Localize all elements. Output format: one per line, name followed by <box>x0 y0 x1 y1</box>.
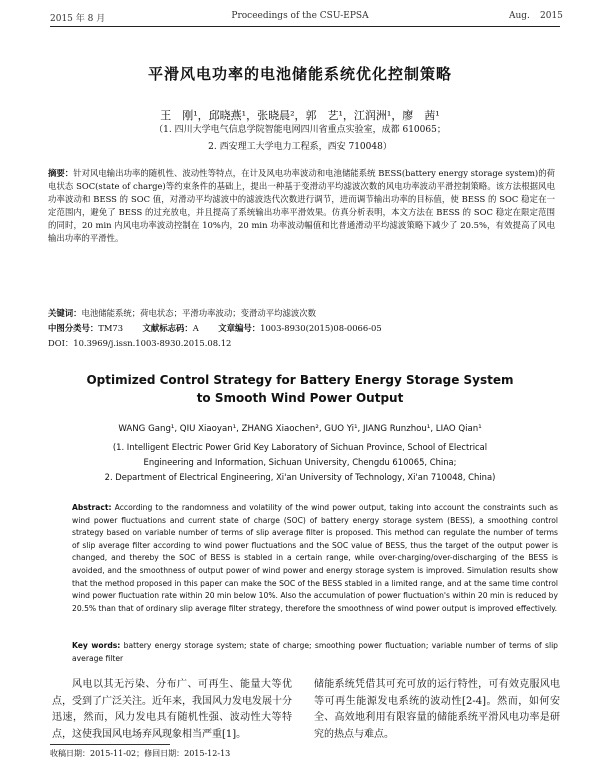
header-month: Aug. <box>509 11 530 21</box>
article-no-value: 1003-8930(2015)08-0066-05 <box>260 323 382 333</box>
doi: DOI：10.3969/j.issn.1003-8930.2015.08.12 <box>48 338 232 348</box>
abstract-cn <box>48 167 555 245</box>
abstract-cn-label: 摘要： <box>48 168 74 178</box>
affiliation-en-2: Engineering and Information, Sichuan University, Chengdu 610065, China; <box>143 457 457 467</box>
body-column-right: 储能系统凭借其可充可放的运行特性，可有效克服风电等可再生能源发电系统的波动性[2-4]。然而，如何安全、高效地利用有限容量的储能系统平滑风电功率是研究的热点与难点。 <box>314 679 560 740</box>
article-no-label: 文章编号： <box>218 323 261 333</box>
paper-title-en-1: Optimized Control Strategy for Battery Energy Storage System <box>86 373 514 387</box>
doc-code-label: 文献标志码： <box>142 323 193 333</box>
affiliation-cn-2: 2. 西安理工大学电力工程系，西安 710048） <box>208 142 392 152</box>
keywords-cn <box>48 307 555 320</box>
authors-cn: 王 刚¹，邱晓燕¹，张晓晨²，郭 艺¹，江润洲¹，廖 茜¹ <box>160 109 440 122</box>
doc-code-value: A <box>192 323 199 333</box>
paper-title-en-2: to Smooth Wind Power Output <box>196 391 404 405</box>
clc-label: 中图分类号： <box>48 323 99 333</box>
header-journal: Proceedings of the CSU-EPSA <box>231 11 369 21</box>
affiliation-cn-1: （1. 四川大学电气信息学院智能电网四川省重点实验室，成都 610065； <box>154 125 446 135</box>
authors-en: WANG Gang¹, QIU Xiaoyan¹, ZHANG Xiaochen², GUO Yi¹, JIANG Runzhou¹, LIAO Qian¹ <box>118 424 482 434</box>
clc-value: TM73 <box>98 323 124 333</box>
body-column-left: 风电以其无污染、分布广、可再生、能量大等优点，受到了广泛关注。近年来，我国风力发电发展十分迅速，然而，风力发电具有随机性强、波动性大等特点，这使我国风电场弃风现象相当严重[1]。 <box>52 679 292 740</box>
paper-title-cn: 平滑风电功率的电池储能系统优化控制策略 <box>147 65 452 83</box>
keywords-en-text: battery energy storage system; state of charge; smoothing power fluctuation; variable number of terms of slip average filter <box>72 641 559 663</box>
abstract-en <box>72 502 558 615</box>
affiliation-en-1: (1. Intelligent Electric Power Grid Key Laboratory of Sichuan Province, School of Electrical <box>112 442 488 452</box>
received-date: 收稿日期：2015-11-02；修回日期：2015-12-13 <box>50 749 231 758</box>
abstract-en-label: Abstract: <box>72 503 112 512</box>
footnote-rule <box>50 744 170 745</box>
abstract-en-text: According to the randomness and volatility of the wind power output, taking into account the constraints such as wind power fluctuations and current state of charge (SOC) of battery energy storage system (BESS), a smoothing control strategy based on variable number of terms of slip average filter is proposed. This method can regulate the number of terms of slip average filter according to wind power fluctuations and the SOC value of BESS, thus the target of the output power is changed, and thereby the SOC of BESS is stabled in a certain range, while over-charging/over-discharging of the BESS is avoided, and the smoothness of output power of wind power and energy storage system is improved. Simulation results show that the method proposed in this paper can make the SOC of the BESS stabled in a limited range, and at the same time control wind power fluctuation rate within 20 min below 10%. Also the accumulation of power fluctuation's within 20 min is reduced by 20.5% than that of ordinary slip average filter strategy, therefore the smoothness of wind power output is improved effectively. <box>72 503 558 613</box>
keywords-en-label: Key words: <box>72 641 121 650</box>
header-date: 2015 年 8 月 <box>50 14 106 24</box>
header-rule <box>50 26 560 27</box>
keywords-cn-label: 关键词： <box>48 308 82 318</box>
keywords-cn-text: 电池储能系统；荷电状态；平滑功率波动；变滑动平均滤波次数 <box>81 308 316 318</box>
header-year: 2015 <box>540 11 563 21</box>
keywords-en <box>72 640 558 665</box>
classification-line <box>48 322 555 335</box>
affiliation-en-3: 2. Department of Electrical Engineering, Xi'an University of Technology, Xi'an 710048, China) <box>104 472 496 482</box>
abstract-cn-text: 针对风电输出功率的随机性、波动性等特点，在计及风电功率波动和电池储能系统 BESS(battery energy storage system)的荷电状态 SOC(state of charge)等约束条件的基础上，提出一种基于变滑动平均滤波次数的风电功率波动平滑控制策略。该方法根据风电功率波动和 BESS 的 SOC 值，对滑动平均滤波中的滤波迭代次数进行调节，进而调节输出功率的目标值，使 BESS 的 SOC 稳定在一定范围内，避免了 BESS 的过充放电，并且提高了系统输出功率平滑效果。仿真分析表明，本文方法在 BESS 的 SOC 稳定在限定范围的同时，20 min 内风电功率波动控制在 10%内，20 min 功率波动幅值和比普通滑动平均滤波策略下减少了 20.5%，有效提高了风电输出功率的平滑性。 <box>48 168 555 243</box>
